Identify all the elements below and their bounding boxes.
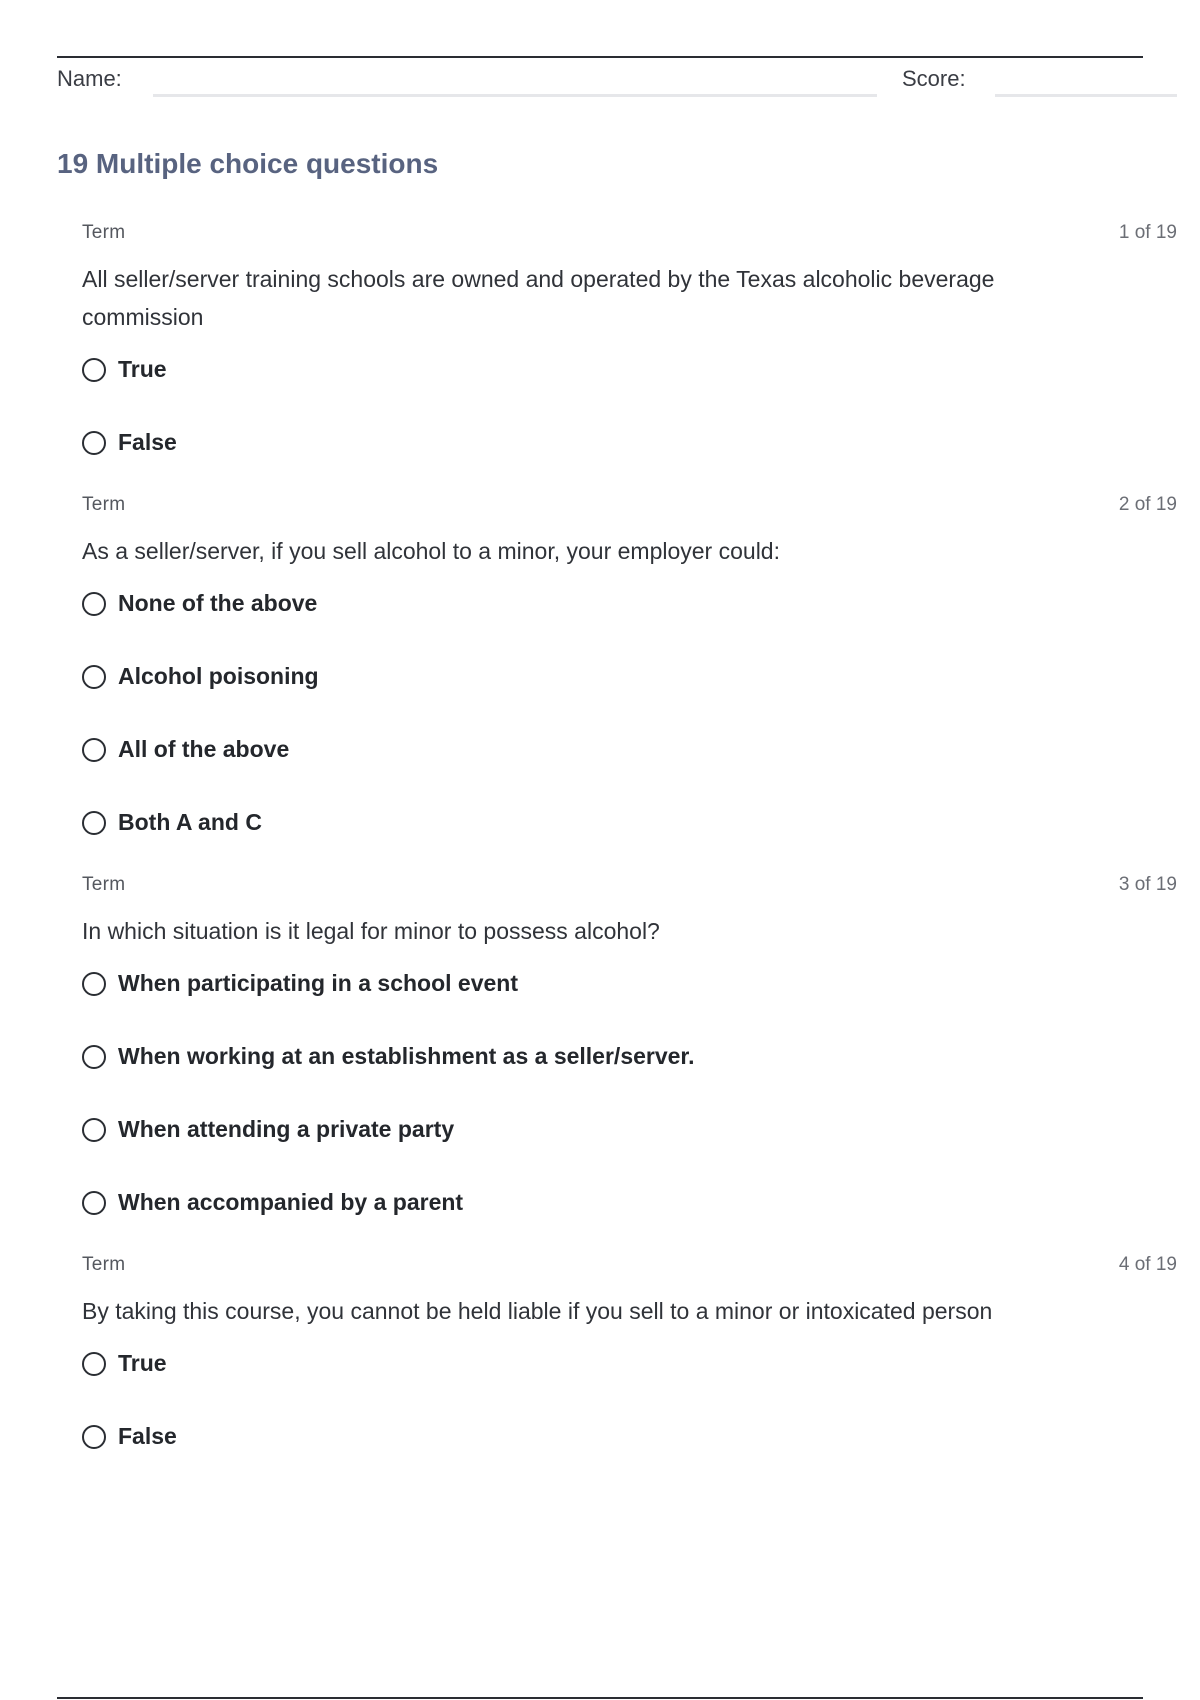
question-counter: 3 of 19 — [1118, 874, 1177, 895]
question-counter: 1 of 19 — [1118, 222, 1177, 243]
bottom-rule — [57, 1697, 1143, 1699]
option-label: All of the above — [118, 736, 290, 762]
question-meta — [82, 494, 1177, 520]
radio-button[interactable] — [82, 665, 106, 689]
option-label: Alcohol poisoning — [118, 663, 319, 689]
question-meta — [82, 222, 1177, 248]
option-false[interactable] — [82, 1421, 1177, 1494]
option-label: None of the above — [118, 590, 318, 616]
section-title: 19 Multiple choice questions — [57, 148, 439, 179]
option-a[interactable] — [82, 588, 1177, 661]
option-label: When accompanied by a parent — [118, 1189, 464, 1215]
options-list — [82, 354, 1177, 500]
question-list — [82, 222, 1177, 1494]
radio-button[interactable] — [82, 358, 106, 382]
option-d[interactable] — [82, 807, 1177, 880]
top-rule — [57, 56, 1143, 58]
option-label: True — [118, 356, 167, 382]
header-row — [57, 62, 1177, 102]
question-counter: 4 of 19 — [1118, 1254, 1177, 1275]
option-label: When working at an establishment as a seller/server. — [118, 1043, 695, 1069]
option-b[interactable] — [82, 661, 1177, 734]
name-label: Name: — [57, 66, 122, 91]
term-label: Term — [82, 1254, 126, 1275]
option-label: False — [118, 429, 177, 455]
options-list — [82, 1348, 1177, 1494]
option-true[interactable] — [82, 1348, 1177, 1421]
option-c[interactable] — [82, 1114, 1177, 1187]
name-field[interactable] — [153, 94, 877, 97]
option-label: Both A and C — [118, 809, 262, 835]
option-label: False — [118, 1423, 177, 1449]
option-label: When participating in a school event — [118, 970, 518, 996]
question-text: By taking this course, you cannot be held liable if you sell to a minor or intoxicated person — [82, 1298, 993, 1324]
term-label: Term — [82, 222, 126, 243]
radio-button[interactable] — [82, 972, 106, 996]
question-1 — [82, 222, 1177, 500]
score-label: Score: — [902, 66, 966, 91]
option-true[interactable] — [82, 354, 1177, 427]
option-label: True — [118, 1350, 167, 1376]
option-a[interactable] — [82, 968, 1177, 1041]
radio-button[interactable] — [82, 1425, 106, 1449]
option-d[interactable] — [82, 1187, 1177, 1260]
question-3 — [82, 874, 1177, 1260]
term-label: Term — [82, 874, 126, 895]
radio-button[interactable] — [82, 1118, 106, 1142]
question-counter: 2 of 19 — [1118, 494, 1177, 515]
option-b[interactable] — [82, 1041, 1177, 1114]
radio-button[interactable] — [82, 431, 106, 455]
question-text: All seller/server training schools are owned and operated by the Texas alcoholic beverage commission — [82, 266, 995, 330]
radio-button[interactable] — [82, 1045, 106, 1069]
radio-button[interactable] — [82, 811, 106, 835]
question-meta — [82, 1254, 1177, 1280]
options-list — [82, 588, 1177, 880]
radio-button[interactable] — [82, 592, 106, 616]
options-list — [82, 968, 1177, 1260]
score-field[interactable] — [995, 94, 1177, 97]
radio-button[interactable] — [82, 1191, 106, 1215]
term-label: Term — [82, 494, 126, 515]
question-4 — [82, 1254, 1177, 1494]
option-c[interactable] — [82, 734, 1177, 807]
question-2 — [82, 494, 1177, 880]
radio-button[interactable] — [82, 1352, 106, 1376]
question-meta — [82, 874, 1177, 900]
question-text: In which situation is it legal for minor to possess alcohol? — [82, 918, 660, 944]
option-label: When attending a private party — [118, 1116, 455, 1142]
option-false[interactable] — [82, 427, 1177, 500]
radio-button[interactable] — [82, 738, 106, 762]
question-text: As a seller/server, if you sell alcohol to a minor, your employer could: — [82, 538, 780, 564]
